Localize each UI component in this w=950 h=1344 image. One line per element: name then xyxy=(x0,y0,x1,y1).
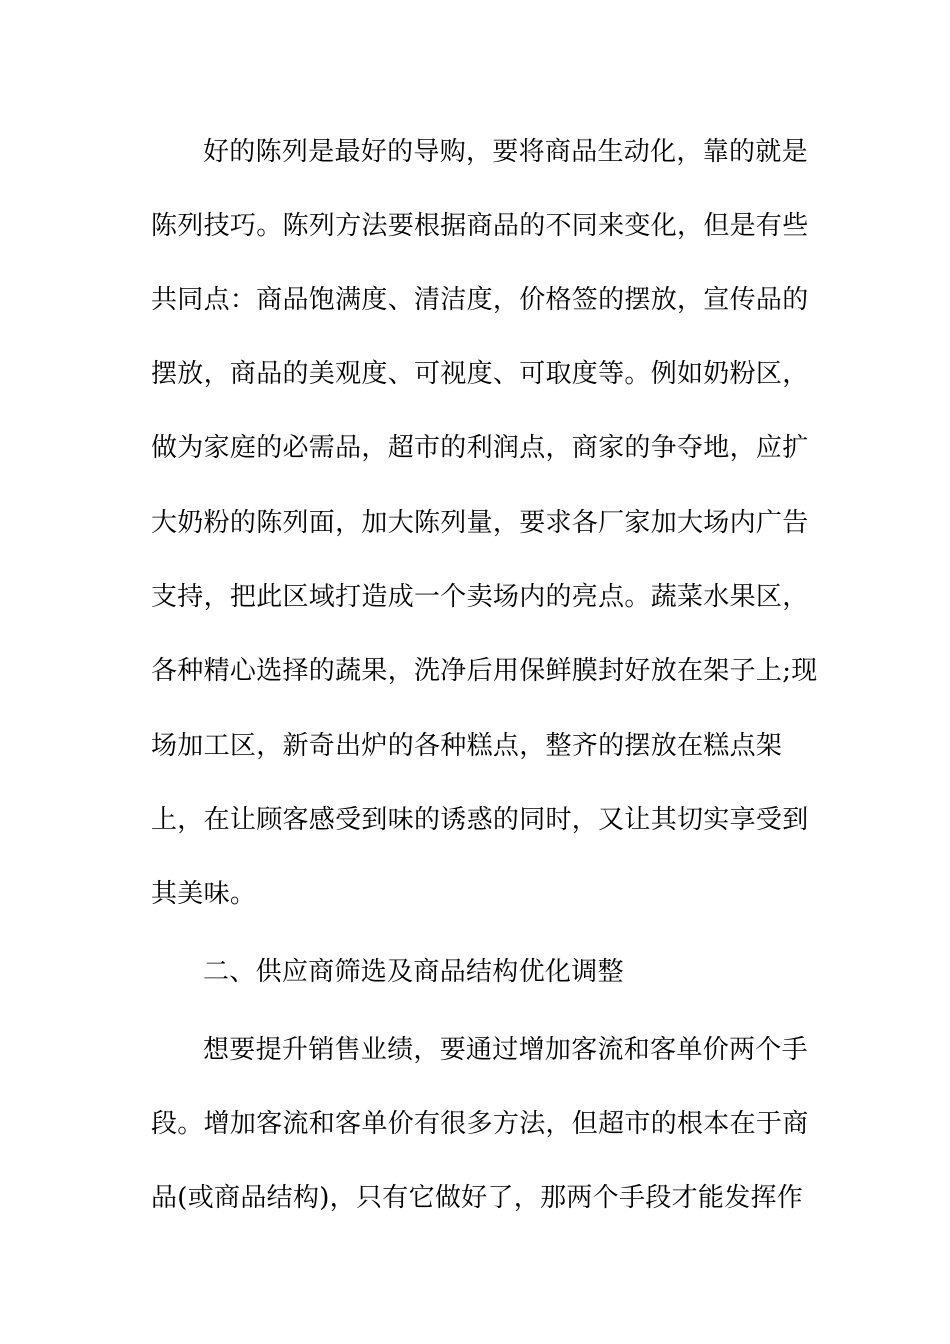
paragraph-line: 大奶粉的陈列面，加大陈列量，要求各厂家加大场内广告 xyxy=(151,508,809,538)
paragraph-line: 支持，把此区域打造成一个卖场内的亮点。蔬菜水果区， xyxy=(151,582,809,612)
paragraph-line: 场加工区，新奇出炉的各种糕点，整齐的摆放在糕点架 xyxy=(151,731,783,761)
paragraph-line: 陈列技巧。陈列方法要根据商品的不同来变化，但是有些 xyxy=(151,211,809,241)
paragraph-line: 上，在让顾客感受到味的诱惑的同时，又让其切实享受到 xyxy=(151,805,809,835)
paragraph-line: 共同点：商品饱满度、清洁度，价格签的摆放，宣传品的 xyxy=(151,285,809,315)
paragraph-line: 段。增加客流和客单价有很多方法，但超市的根本在于商 xyxy=(151,1109,809,1139)
paragraph-line: 各种精心选择的蔬果，洗净后用保鲜膜封好放在架子上;现 xyxy=(151,656,818,686)
paragraph-line: 品(或商品结构)，只有它做好了，那两个手段才能发挥作 xyxy=(151,1183,804,1213)
paragraph-line: 做为家庭的必需品，超市的利润点，商家的争夺地，应扩 xyxy=(151,433,809,463)
paragraph-line: 好的陈列是最好的导购，要将商品生动化，靠的就是 xyxy=(203,137,808,167)
paragraph-line: 摆放，商品的美观度、可视度、可取度等。例如奶粉区， xyxy=(151,359,809,389)
paragraph-line: 其美味。 xyxy=(151,879,257,909)
section-heading: 二、供应商筛选及商品结构优化调整 xyxy=(203,957,624,987)
paragraph-line: 想要提升销售业绩，要通过增加客流和客单价两个手 xyxy=(203,1035,808,1065)
